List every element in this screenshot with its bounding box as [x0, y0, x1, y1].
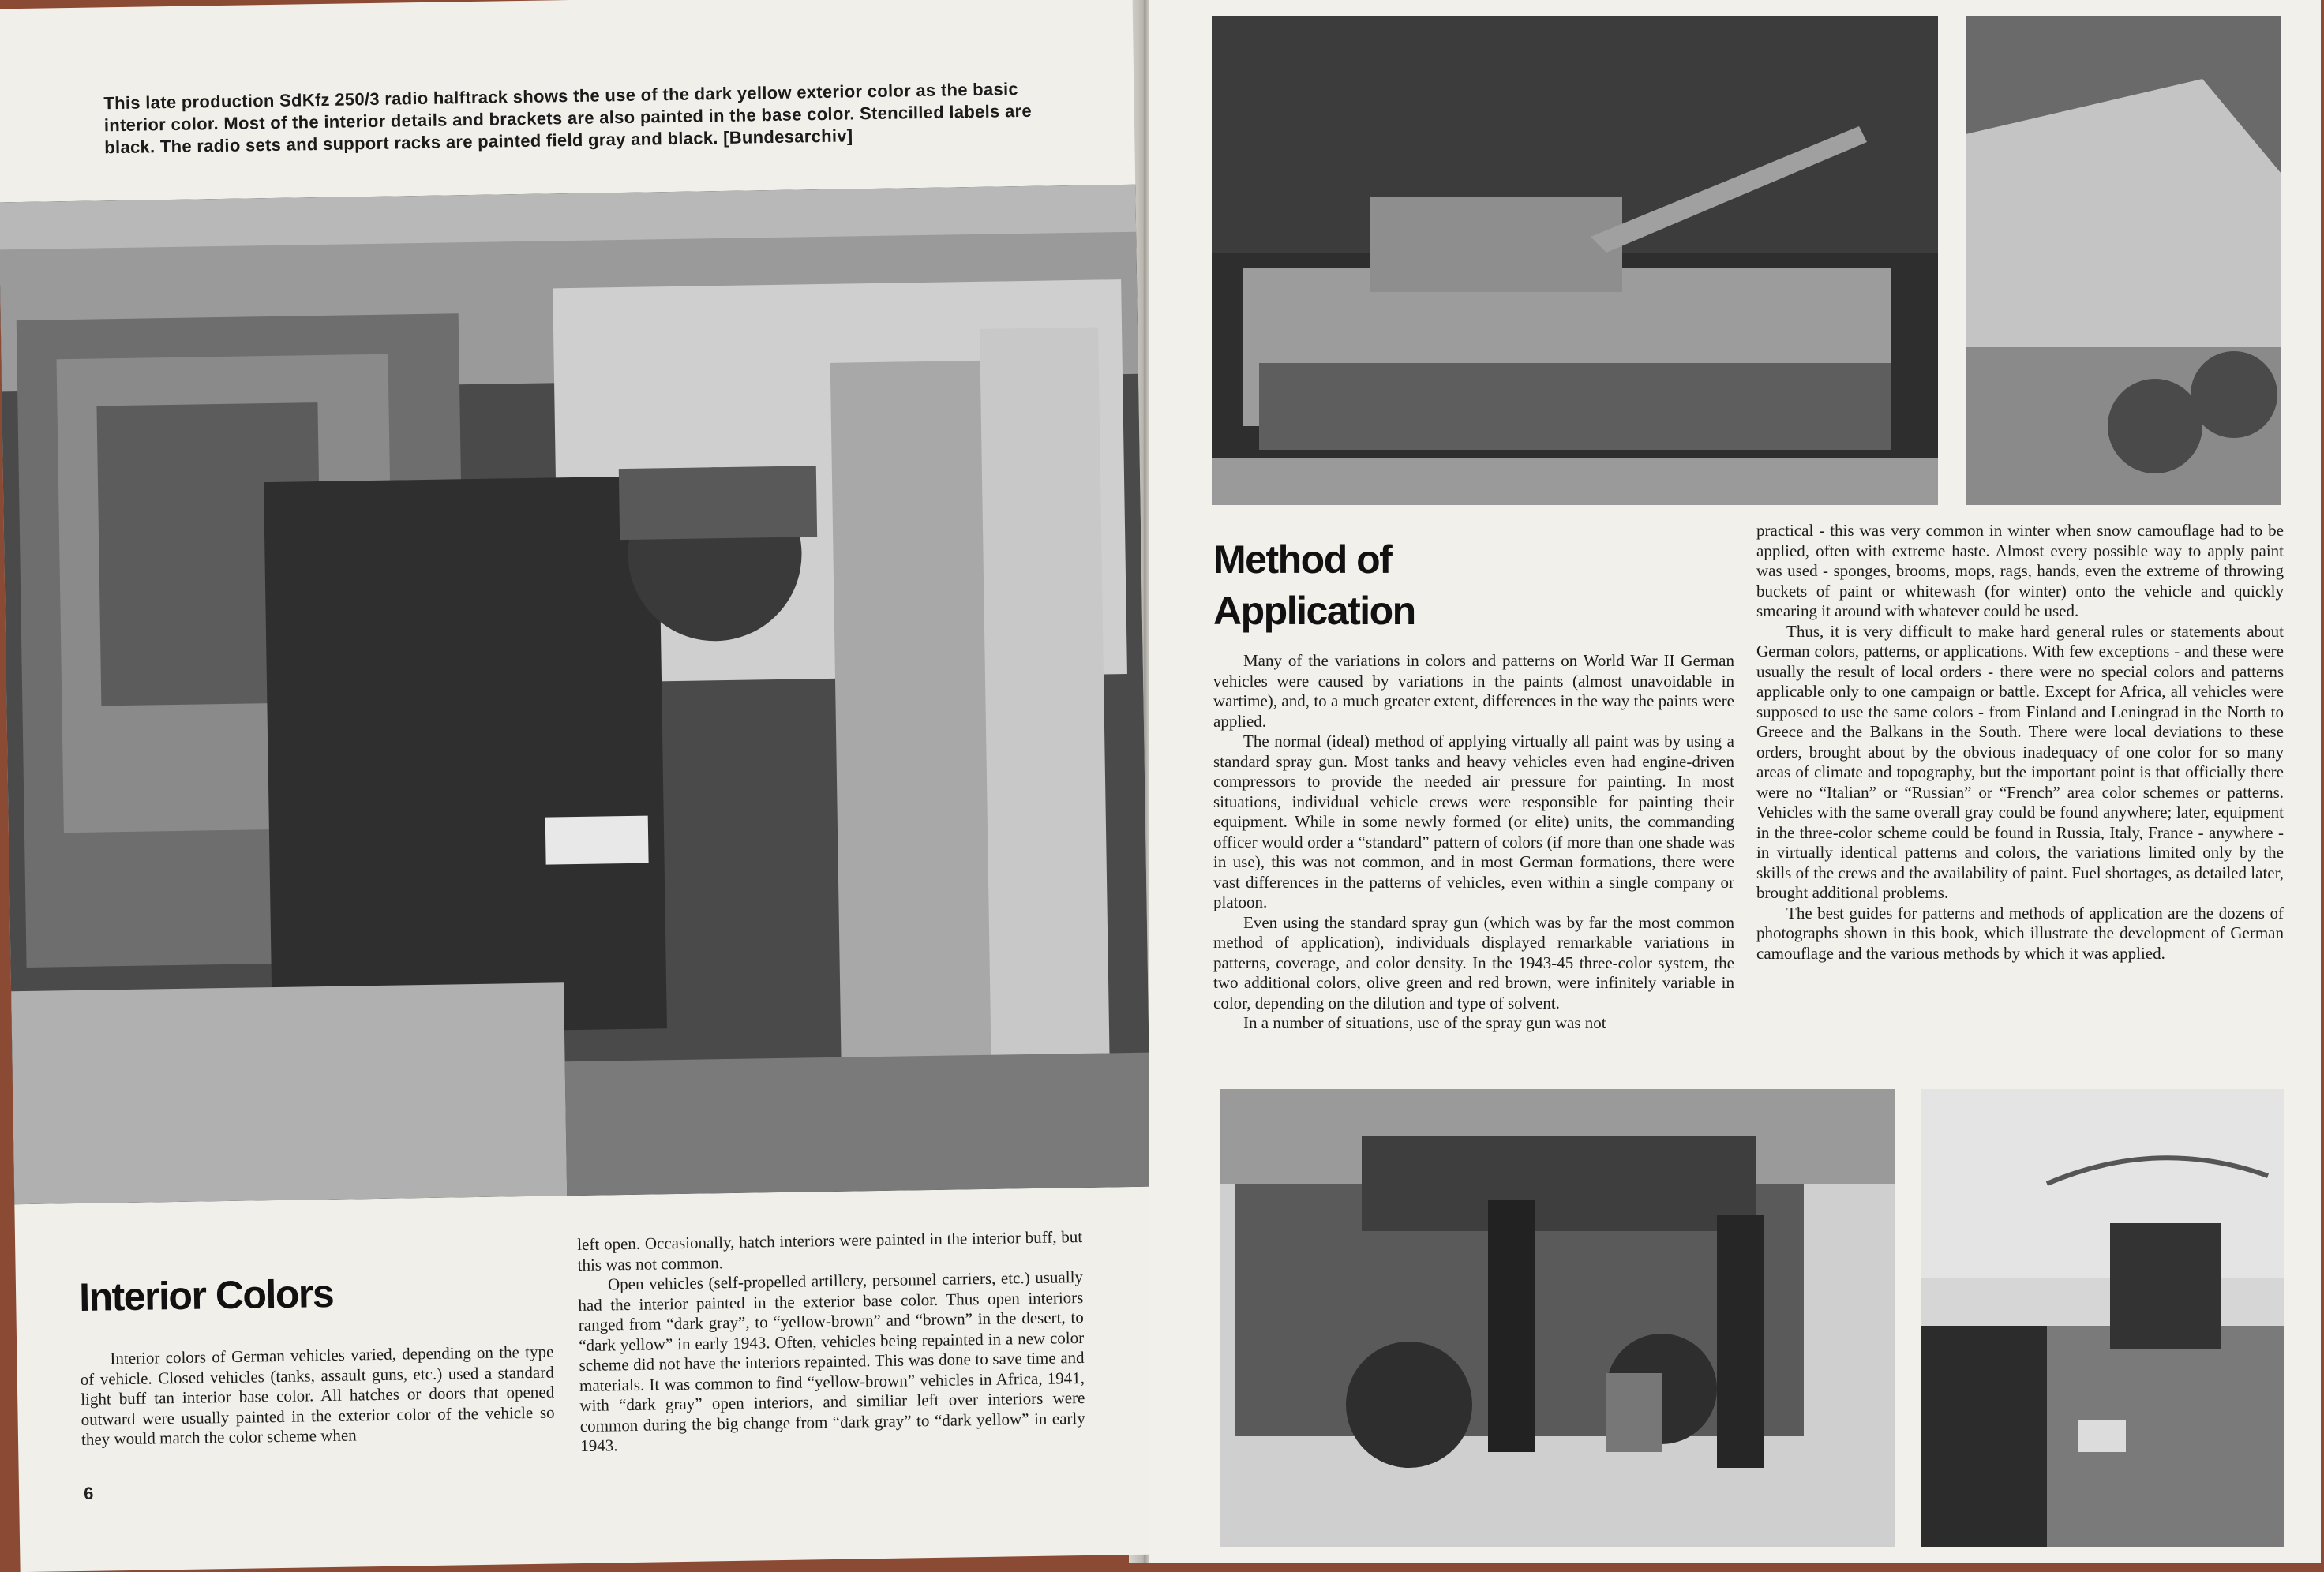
- paragraph: left open. Occasionally, hatch interiors were painted in the interior buff, but this was not common.: [577, 1227, 1083, 1274]
- halftrack-camouflage-photo: [1966, 16, 2281, 505]
- winter-staff-car-photo: [1220, 1089, 1895, 1547]
- right-column-2: [1756, 521, 2284, 964]
- method-heading-line1: Method of: [1213, 537, 1392, 582]
- left-page: [0, 0, 1156, 1572]
- paragraph: In a number of situations, use of the spray gun was not: [1243, 1013, 1606, 1032]
- paragraph: Even using the standard spray gun (which was by far the most common method of application), individuals displayed remarkable variations in patterns, coverage, and color density. In the 1943-45 three-color system, the two additional colors, olive green and red brown, were infinitely variable in color, depending on the dilution and type of solvent.: [1213, 912, 1734, 1012]
- photo-caption: This late production SdKfz 250/3 radio halftrack shows the use of the dark yellow exterior color as the basic interior color. Most of the interior details and brackets are also painted in the base color. Stencilled labels are black. The radio sets and support racks are painted field gray and black. [Bundesarchiv]: [103, 79, 1033, 158]
- radio-halftrack-photo: [0, 185, 1151, 1204]
- paragraph: Interior colors of German vehicles varied, depending on the type of vehicle. Closed vehicles (tanks, assault guns, etc.) used a standard light buff tan interior base color. All hatches or doors that opened outward were usually painted in the exterior color of the vehicle so they would match the color scheme when: [80, 1342, 555, 1449]
- right-column-1: [1213, 651, 1734, 1034]
- paragraph: Many of the variations in colors and patterns on World War II German vehicles were caused by variations in the paints (almost unavoidable in wartime), and, to a much greater extent, differences in the way the paints were applied.: [1213, 651, 1734, 731]
- paragraph: Thus, it is very difficult to make hard general rules or statements about German colors, patterns, or applications. With few exceptions - and these were usually the result of local orders - there were no special colors and patterns applicable only to one campaign or battle. Except for Africa, all vehicles were supposed to use the same colors - from Finland and Leningrad in the North to Greece and the Balkans in the South. There were local deviations to these orders, brought about by the obvious inadequacy of one color for so many areas of climate and topography, but the important point is that officially there were no “Italian” or “Russian” or “French” area color schemes or patterns. Vehicles with the same overall gray could be found anywhere; later, equipment in the three-color scheme could be found in Russia, Italy, France - anywhere - in virtually identical patterns and colors, the variations limited only by the skills of the crews and the availability of paint. Fuel shortages, as detailed later, brought additional problems.: [1756, 621, 2284, 902]
- page-number: 6: [83, 1483, 94, 1503]
- paragraph: Open vehicles (self-propelled artillery, personnel carriers, etc.) usually had the interior painted in the exterior base color. Thus open interiors ranged from “dark gray”, to “yellow-brown” and “brown” in the desert, to “dark yellow” in early 1943. Often, vehicles being repainted in a new color scheme did not have the interiors repainted. This was done to save time and materials. It was common to find “yellow-brown” vehicles in Africa, 1941, with “dark gray” open interiors, and similiar left over interiors were common during the big change from “dark gray” to “dark yellow” in early 1943.: [578, 1267, 1085, 1456]
- left-column-2: [577, 1227, 1085, 1457]
- paragraph: practical - this was very common in winter when snow camouflage had to be applied, often with extreme haste. Almost every possible way to apply paint was used - sponges, brooms, mops, rags, hands, even the extreme of throwing buckets of paint or whitewash (for winter) onto the vehicle and quickly smearing it around with whatever could be used.: [1756, 521, 2284, 620]
- right-page: [1149, 0, 2321, 1563]
- winter-halftrack-crew-photo: [1921, 1089, 2284, 1547]
- king-tiger-photo: [1212, 16, 1938, 505]
- interior-colors-heading: Interior Colors: [78, 1271, 334, 1319]
- paragraph: The normal (ideal) method of applying virtually all paint was by using a standard spray gun. Most tanks and heavy vehicles even had engine-driven compressors to provide the needed air pressure for painting. In most situations, individual vehicle crews were responsible for painting their equipment. While in some newly formed (or elite) units, the commanding officer would order a “standard” pattern of colors (if more than one shade was in use), this was not common, and in most German formations, there were vast differences in the patterns of vehicles, even within a single company or platoon.: [1213, 732, 1734, 911]
- left-column-1: [80, 1342, 555, 1450]
- method-heading-line2: Application: [1213, 589, 1415, 633]
- paragraph: The best guides for patterns and methods of application are the dozens of photographs shown in this book, which illustrate the development of German camouflage and the various methods by which it was applied.: [1756, 903, 2284, 963]
